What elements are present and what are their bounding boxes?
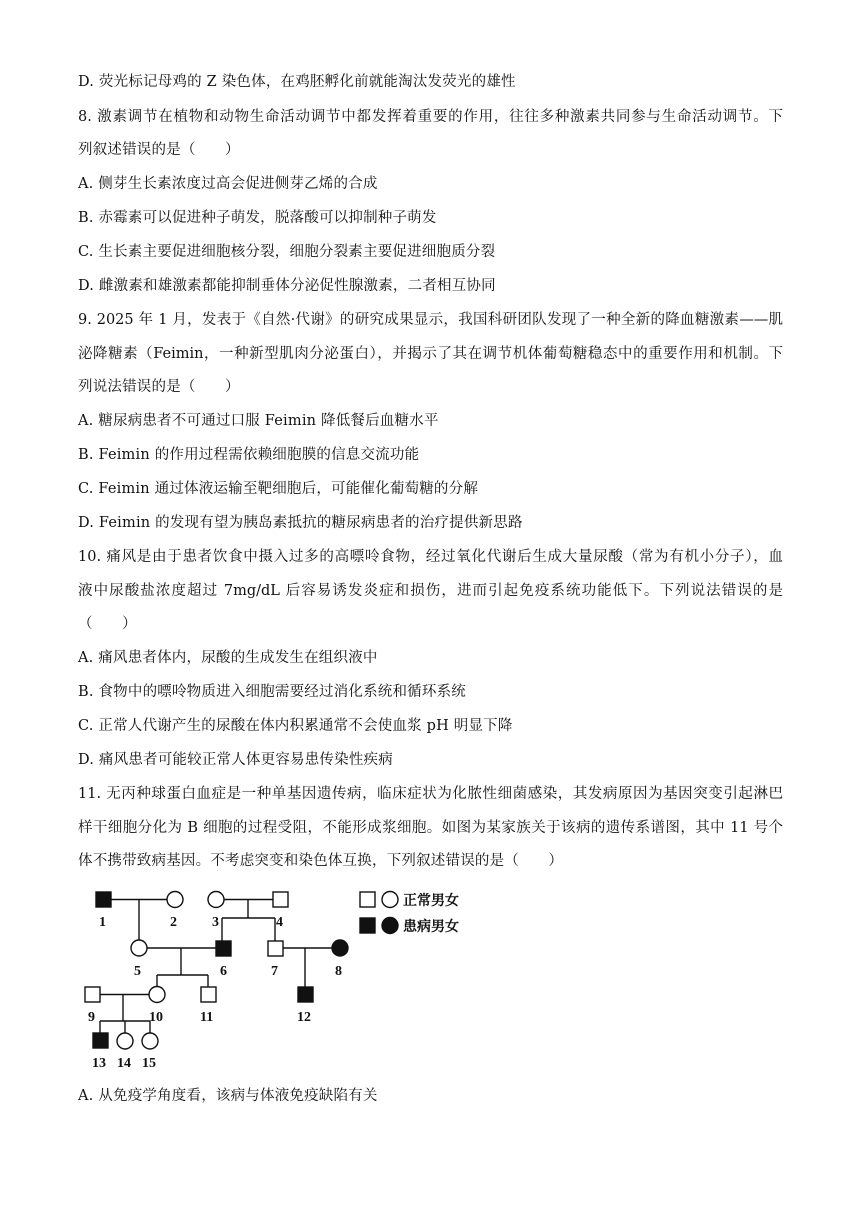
- q11-option-a: A. 从免疫学角度看，该病与体液免疫缺陷有关: [78, 1088, 378, 1104]
- q10-stem-line-3: （ ）: [78, 616, 137, 632]
- q8-option-b: B. 赤霉素可以促进种子萌发，脱落酸可以抑制种子萌发: [78, 210, 437, 226]
- pedigree-label-15: 15: [142, 1056, 156, 1071]
- q11-stem-line-1: 11. 无丙种球蛋白血症是一种单基因遗传病，临床症状为化脓性细菌感染，其发病原因为基因突变引起淋巴: [78, 786, 783, 802]
- pedigree-label-13: 13: [92, 1056, 106, 1071]
- q10-option-c: C. 正常人代谢产生的尿酸在体内积累通常不会使血浆 pH 明显下降: [78, 718, 513, 734]
- pedigree-label-10: 10: [149, 1010, 163, 1025]
- q9-option-d: D. Feimin 的发现有望为胰岛素抵抗的糖尿病患者的治疗提供新思路: [78, 515, 523, 531]
- q10-stem-line-2: 液中尿酸盐浓度超过 7mg/dL 后容易诱发炎症和损伤，进而引起免疫系统功能低下。下列说法错误的是: [78, 583, 783, 599]
- q10-option-d: D. 痛风患者可能较正常人体更容易患传染性疾病: [78, 752, 393, 768]
- pedigree-label-14: 14: [117, 1056, 131, 1071]
- pedigree-label-7: 7: [271, 964, 278, 979]
- q11-stem-line-3: 体不携带致病基因。不考虑突变和染色体互换，下列叙述错误的是（ ）: [78, 853, 564, 869]
- q9-option-a: A. 糖尿病患者不可通过口服 Feimin 降低餐后血糖水平: [78, 413, 439, 429]
- pedigree-label-4: 4: [276, 915, 283, 930]
- q7-option-d: D. 荧光标记母鸡的 Z 染色体，在鸡胚孵化前就能淘汰发荧光的雄性: [78, 74, 516, 90]
- q8-stem-line-2: 列叙述错误的是（ ）: [78, 142, 240, 158]
- q10-option-a: A. 痛风患者体内，尿酸的生成发生在组织液中: [78, 650, 378, 666]
- pedigree-label-1: 1: [99, 915, 106, 930]
- pedigree-label-6: 6: [220, 964, 227, 979]
- q10-stem-line-1: 10. 痛风是由于患者饮食中摄入过多的高嘌呤食物，经过氧化代谢后生成大量尿酸（常为有机小分子），血: [78, 549, 783, 565]
- q8-option-a: A. 侧芽生长素浓度过高会促进侧芽乙烯的合成: [78, 176, 378, 192]
- legend-normal-label: 正常男女: [403, 893, 459, 909]
- pedigree-label-12: 12: [297, 1010, 311, 1025]
- pedigree-label-2: 2: [170, 915, 177, 930]
- q9-option-b: B. Feimin 的作用过程需依赖细胞膜的信息交流功能: [78, 447, 420, 463]
- pedigree-label-5: 5: [134, 964, 141, 979]
- pedigree-label-3: 3: [212, 915, 219, 930]
- q9-option-c: C. Feimin 通过体液运输至靶细胞后，可能催化葡萄糖的分解: [78, 481, 479, 497]
- q8-stem-line-1: 8. 激素调节在植物和动物生命活动调节中都发挥着重要的作用，往往多种激素共同参与生命活动调节。下: [78, 109, 783, 125]
- pedigree-label-8: 8: [335, 964, 342, 979]
- q10-option-b: B. 食物中的嘌呤物质进入细胞需要经过消化系统和循环系统: [78, 684, 466, 700]
- q9-stem-line-2: 泌降糖素（Feimin，一种新型肌肉分泌蛋白），并揭示了其在调节机体葡萄糖稳态中的重要作用和机制。下: [78, 346, 783, 362]
- pedigree-label-9: 9: [88, 1010, 95, 1025]
- q9-stem-line-3: 列说法错误的是（ ）: [78, 379, 240, 395]
- legend-affected-label: 患病男女: [403, 919, 459, 935]
- q11-stem-line-2: 样干细胞分化为 B 细胞的过程受阻，不能形成浆细胞。如图为某家族关于该病的遗传系谱图，其中 11 号个: [78, 820, 783, 836]
- q8-option-d: D. 雌激素和雄激素都能抑制垂体分泌促性腺激素，二者相互协同: [78, 278, 496, 294]
- pedigree-label-11: 11: [200, 1010, 214, 1025]
- q9-stem-line-1: 9. 2025 年 1 月，发表于《自然·代谢》的研究成果显示，我国科研团队发现了一种全新的降血糖激素——肌: [78, 312, 783, 328]
- pedigree-chart: [80, 884, 480, 1074]
- q8-option-c: C. 生长素主要促进细胞核分裂，细胞分裂素主要促进细胞质分裂: [78, 244, 496, 260]
